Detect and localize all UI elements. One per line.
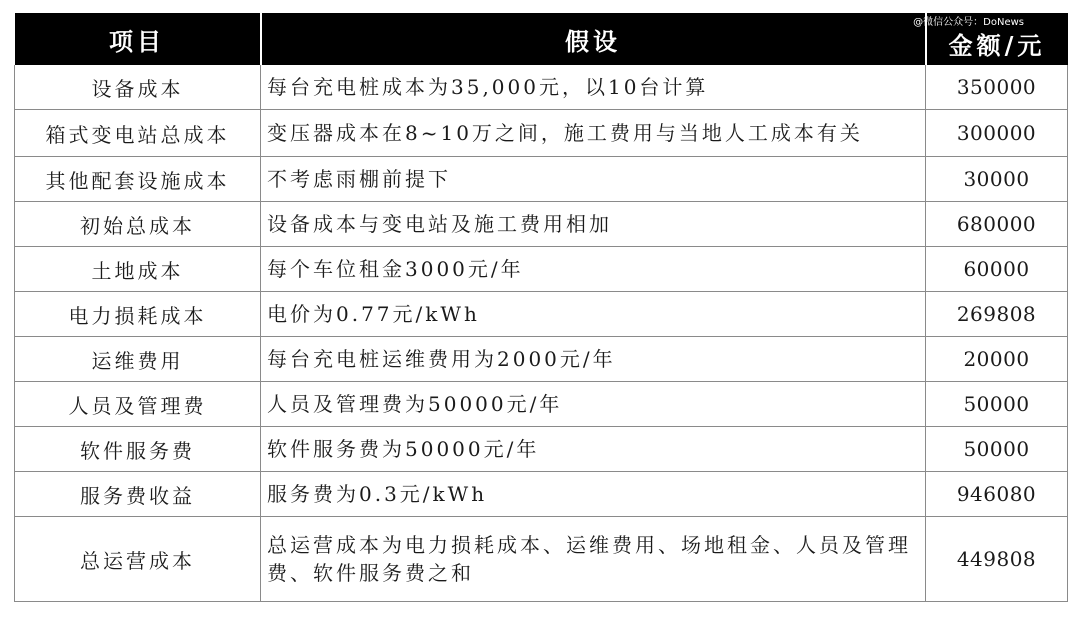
row-assumption: 软件服务费为50000元/年 xyxy=(261,427,926,472)
cost-table xyxy=(14,13,1068,602)
row-item: 设备成本 xyxy=(15,65,261,110)
row-amount: 20000 xyxy=(926,337,1068,382)
row-item: 人员及管理费 xyxy=(15,382,261,427)
table-row xyxy=(15,65,1068,110)
table-header-row xyxy=(15,13,1068,65)
row-amount: 449808 xyxy=(926,517,1068,602)
row-assumption: 每个车位租金3000元/年 xyxy=(261,247,926,292)
row-assumption: 总运营成本为电力损耗成本、运维费用、场地租金、人员及管理费、软件服务费之和 xyxy=(261,517,926,602)
table-row xyxy=(15,292,1068,337)
table-row xyxy=(15,110,1068,157)
row-assumption: 电价为0.77元/kWh xyxy=(261,292,926,337)
row-item: 初始总成本 xyxy=(15,202,261,247)
table-row xyxy=(15,427,1068,472)
row-assumption: 变压器成本在8~10万之间，施工费用与当地人工成本有关 xyxy=(261,110,926,157)
watermark: @微信公众号：DoNews xyxy=(913,17,1024,28)
row-amount: 269808 xyxy=(926,292,1068,337)
row-amount: 60000 xyxy=(926,247,1068,292)
table-row xyxy=(15,472,1068,517)
row-assumption: 设备成本与变电站及施工费用相加 xyxy=(261,202,926,247)
row-assumption: 不考虑雨棚前提下 xyxy=(261,157,926,202)
row-amount: 300000 xyxy=(926,110,1068,157)
row-item: 服务费收益 xyxy=(15,472,261,517)
row-amount: 350000 xyxy=(926,65,1068,110)
row-item: 运维费用 xyxy=(15,337,261,382)
header-amount: 金额/元 xyxy=(926,13,1068,65)
row-item: 箱式变电站总成本 xyxy=(15,110,261,157)
row-amount: 946080 xyxy=(926,472,1068,517)
header-item: 项目 xyxy=(15,13,261,65)
table-row xyxy=(15,337,1068,382)
row-amount: 50000 xyxy=(926,427,1068,472)
row-assumption: 人员及管理费为50000元/年 xyxy=(261,382,926,427)
row-item: 总运营成本 xyxy=(15,517,261,602)
table-row xyxy=(15,202,1068,247)
row-amount: 680000 xyxy=(926,202,1068,247)
row-assumption: 每台充电桩成本为35,000元，以10台计算 xyxy=(261,65,926,110)
row-item: 其他配套设施成本 xyxy=(15,157,261,202)
table-row xyxy=(15,157,1068,202)
table-row xyxy=(15,247,1068,292)
table-row xyxy=(15,382,1068,427)
header-assumption: 假设 xyxy=(261,13,926,65)
row-assumption: 服务费为0.3元/kWh xyxy=(261,472,926,517)
row-assumption: 每台充电桩运维费用为2000元/年 xyxy=(261,337,926,382)
row-item: 软件服务费 xyxy=(15,427,261,472)
row-item: 土地成本 xyxy=(15,247,261,292)
table-row xyxy=(15,517,1068,602)
row-amount: 30000 xyxy=(926,157,1068,202)
row-item: 电力损耗成本 xyxy=(15,292,261,337)
row-amount: 50000 xyxy=(926,382,1068,427)
